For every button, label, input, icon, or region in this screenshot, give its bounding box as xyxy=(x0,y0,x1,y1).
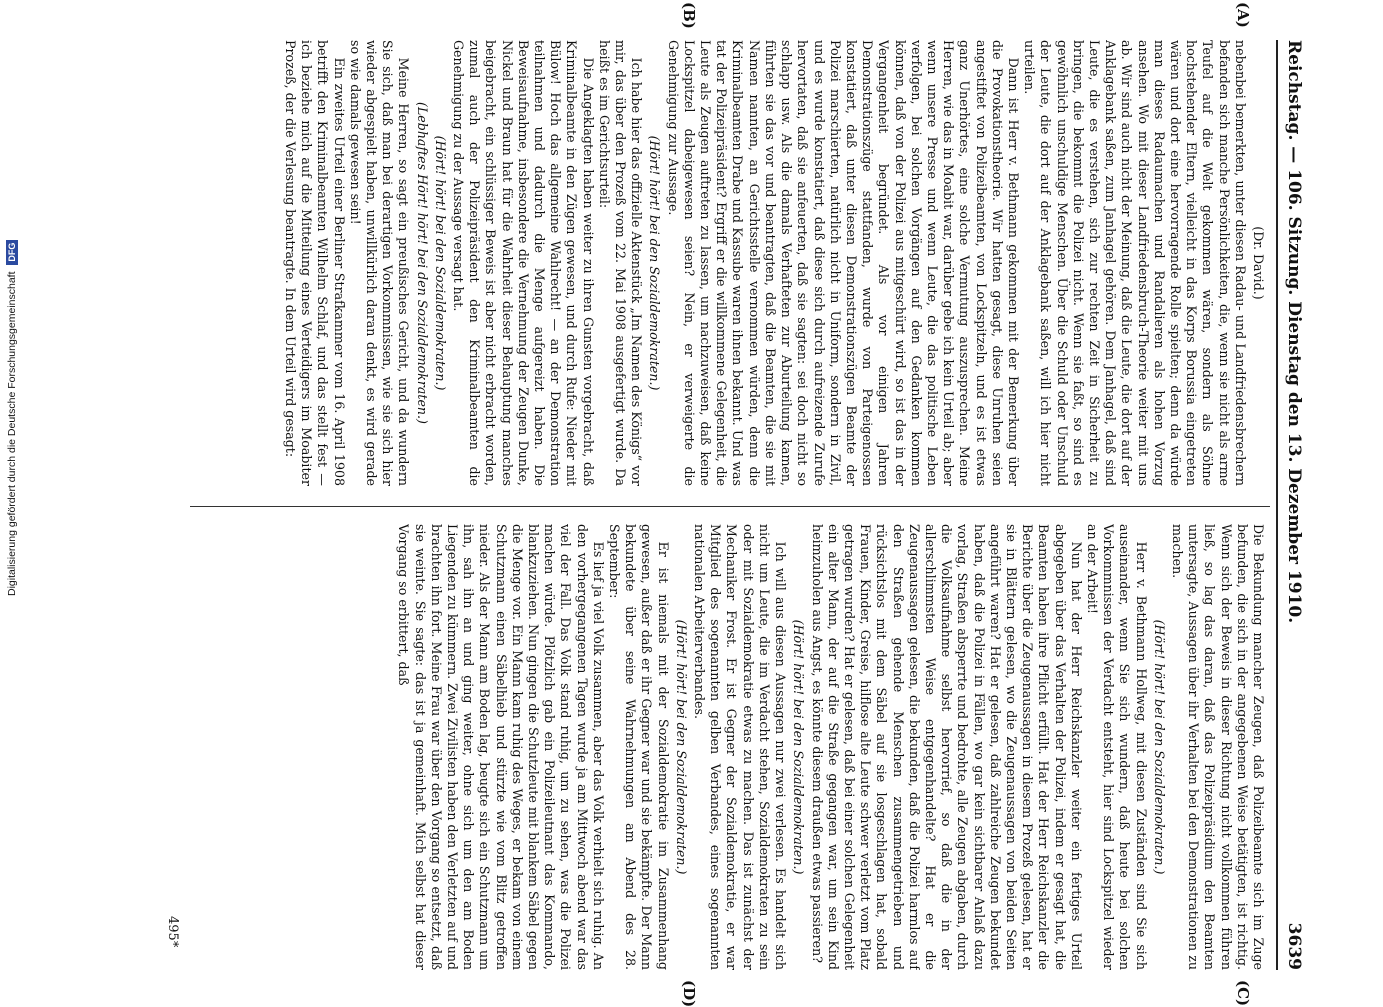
quotation: Die Bekundung mancher Zeugen, daß Polizeibeamte sich im Zuge befunden, die sich in der angegebenen Weise betätigten, ist richtig. Wenn sich der Beweis in dieser Richtung nicht vollkommen führen ließ, so lag das daran, daß das Polizeipräsidium den Beamten untersagte, Aussagen über ihr Verhalten bei den Demonstrationen zu machen. xyxy=(1169,524,1266,970)
paragraph: Ich habe hier das offizielle Aktenstück „Im Namen des Königs“ vor mir, das über den Prozeß vom 22. Mai 1908 ausgefertigt wurde. Da heißt es im Gerichtsurteil: xyxy=(596,40,645,486)
running-head: Reichstag. — 106. Sitzung. Dienstag den 13. Dezember 1910. xyxy=(1284,40,1304,624)
digitization-credit xyxy=(6,194,22,596)
paragraph: Meine Herren, so sagt ein preußisches Gericht, und da wundern Sie sich, daß man bei derartigen Vorkommnissen, wie sie sich hier wieder abgespielt haben, unwillkürlich daran denkt, es wird gerade so wie damals gewesen sein! xyxy=(347,40,412,486)
paragraph: Nun hat der Herr Reichskanzler weiter ein fertiges Urteil abgegeben über das Verhalten der Polizei, indem er gesagt hat, die Beamten haben ihre Pflicht erfüllt. Hat der Herr Reichskanzler die Berichte über die Zeugenaussagen in diesem Prozeß gelesen, hat er sie in Blättern gelesen, wo die Zeugenaussagen von beiden Seiten angeführt waren? Hat er gelesen, daß zahlreiche Zeugen bekundet haben, daß die Polizei in Fällen, wo gar kein sichtbarer Anlaß dazu vorlag, Straßen absperrte und bedrohte, alle Zeugen abgaben, durch die Volksaufnahme selbst hervorrief, so daß die in der allerschlimmsten Weise entgegenhandelte? Hat er die Zeugenaussagen gelesen, die bekunden, daß die Polizei harmlos auf den Straßen gehende Menschen zusammengetrieben und rücksichtslos mit dem Säbel auf sie losgeschlagen hat, sobald Frauen, Kinder, Greise, hilflose alte Leute schwer verletzt vom Platz getragen wurden? Hat er gelesen, daß bei einer solchen Gelegenheit ein alter Mann, der auf die Straße gegangen war, um sein Kind heimzuholen aus Angst, es könnte diesem draußen etwas passieren? xyxy=(809,524,1084,970)
quotation: Die Angeklagten haben weiter zu ihren Gunsten vorgebracht, daß Kriminalbeamte in den Zügen gewesen, und durch Rufe: Nieder mit Bülow! Hoch das allgemeine Wahlrecht! — an der Demonstration teilnahmen und dadurch die Menge aufgereizt haben. Die Beweisaufnahme, insbesondere die Vernehmung der Zeugen Dunke, Nickel und Braun hat für die Wahrheit dieser Behauptung manches beigebracht, ein schlüssiger Beweis ist aber nicht erbracht worden, zumal auch der Polizeipräsident den Kriminalbeamten die Genehmigung zu der Aussage versagt hat. xyxy=(451,40,596,486)
scanned-page xyxy=(70,2,1310,1007)
column-divider xyxy=(190,506,1270,507)
margin-marker-a: (A) xyxy=(1234,2,1252,28)
page-header xyxy=(1276,40,1310,970)
header-rule xyxy=(1276,40,1278,970)
paragraph: Herr v. Bethmann Hollweg, mit diesen Zuständen sind Sie sich auseinander, wenn Sie sich wundern, daß heute bei solchen Vorkommnissen der Verdacht entsteht, hier sind Lockspitzel wieder an der Arbeit! xyxy=(1084,524,1149,970)
paragraph: Ein zweites Urteil einer Berliner Strafkammer vom 16. April 1908 betrifft den Kriminalbeamten Wilhelm Schlaf, und das stellt fest — ich beziehe mich auf die Mitteilung eines Verteidigers im Moabiter Prozeß, der die Verlesung beantragte. In dem Urteil wird gesagt: xyxy=(283,40,347,486)
paragraph: nebenbei bemerkten, unter diesen Radau- und Landfriedensbrechern befanden sich manche Persönlichkeiten, die, wenn sie nicht als arme Teufel auf die Welt gekommen wären, sondern als Söhne hochstehender Eltern, vielleicht in das Korps Borussia eingetreten wären und dort eine hervorragende Rolle spielten; denn da würde man dieses Radaumachen und Randalieren als hohen Vorzug ansehen. Wo mit dieser Landfriedensbruch-Theorie weiter mit uns ab. Wir sind auch nicht der Meinung, daß die Leute, die dort auf der Anklagebank saßen, zum Janhagel gehören. Dem Janhagel, daß sind Leute, die es verstehen, sich zur rechten Zeit in Sicherheit zu bringen, die bekommt die Polizei nicht. Wenn sie faßt, so sind es gewöhnlich unschuldige Menschen. Über die Schuld oder Unschuld der Leute, die dort auf der Anklagebank saßen, will ich hier nicht urteilen. xyxy=(1022,40,1248,486)
page-number: 3639 xyxy=(1284,922,1304,970)
speaker-label: (Dr. David.) xyxy=(1251,226,1266,300)
margin-marker-c: (C) xyxy=(1234,980,1252,1007)
dfg-logo: DFG xyxy=(6,240,18,265)
credit-text: Digitalisierung gefördert durch die Deutsche Forschungsgemeinschaft xyxy=(6,271,18,596)
quotation: Es lief ja viel Volk zusammen, aber das Volk verhielt sich ruhig. An den vorhergegangenen Tagen wurde ja am Mittwoch abend war das viel der Fall. Das Volk stand ruhig, um zu sehen, was die Polizei machen würde. Plötzlich gab ein Polizeileutnant das Kommando, blankzuziehen. Nun gingen die Schutzleute mit blankem Säbel gegen die Menge vor. Ein Mann kam ruhig des Weges, er bekam von einem Schutzmann einen Säbelhieb und stürzte wie vom Blitz getroffen nieder. Als der Mann am Boden lag, beugte sich ein Schutzmann um ihn, sah ihn an und ging weiter, ohne sich um den am Boden Liegenden zu kümmern. Zwei Zivilisten haben den Verletzten auf und brachten ihn fort. Meine Frau war über den Vorgang so entsetzt, daß sie weinte. Sie sagte: das ist ja gemeinhaft. Mich selbst hat dieser Vorgang so erbittert, daß xyxy=(396,524,606,970)
interjection: (Hört! hört! bei den Sozialdemokraten.) xyxy=(647,135,663,391)
right-column xyxy=(191,524,1266,970)
interjection: (Lebhaftes Hört! hört! bei den Sozialdemokraten.) xyxy=(414,102,430,424)
margin-marker-d: (D) xyxy=(680,980,698,1007)
interjection: (Hört! hört! bei den Sozialdemokraten.) xyxy=(1151,619,1167,875)
interjection: (Hört! hört! bei den Sozialdemokraten.) xyxy=(673,619,689,875)
paragraph: Ich will aus diesen Aussagen nur zwei verlesen. Es handelt sich nicht um Leute, die im Verdacht stehen, Sozialdemokraten zu sein oder mit Sozialdemokratie etwas zu machen. Das ist zunächst der Mechaniker Frost. Er ist Gegner der Sozialdemokratie, er war Mitglied des sogenannten gelben Verbandes, eines sogenannten nationalen Arbeiterverbandes. xyxy=(692,524,789,970)
margin-marker-b: (B) xyxy=(680,2,698,29)
paragraph: Dann ist Herr v. Bethmann gekommen mit der Bemerkung über die Provokationstheorie. Wir hatten gesagt, diese Unruhen seien angestiftet von Polizeibeamten, von Lockspitzeln, und es ist etwas ganz Unerhörtes, eine solche Vermutung auszusprechen. Meine Herren, wie das in Moabit war, darüber gebe ich kein Urteil ab; aber wenn unsere Presse und wenn Leute, die das politische Leben verfolgen, bei solchen Vorgängen auf den Gedanken kommen können, daß von der Polizei aus mitgeschürt wird, so ist das in der Vergangenheit begründet. Als vor einigen Jahren Demonstrationszüge stattfanden, wurde von Parteigenossen konstatiert, daß unter diesen Demonstrationszügen Beamte der Polizei marschierten, natürlich nicht in Uniform, sondern in Zivil, und es wurde konstatiert, daß diese sich durch aufreizende Zurufe hervortaten, daß sie anfeuerten, daß sie sagten: sei doch nicht so schlapp usw. Als die damals Verhafteten zur Aburteilung kamen, führten sie das vor und beantragten, daß die Beamten, die sie mit Namen nannten, an Gerichtsstelle vernommen würden, denn die Kriminalbeamten Drabe und Kassube waren ihnen bekannt. Und was tat der Polizeipräsident? Ergriff er die willkommene Gelegenheit, die Leute als Zeugen auftreten zu lassen, um nachzuweisen, daß keine Lockspitzel dabeigewesen seien? Nein, er verweigerte die Genehmigung zur Aussage. xyxy=(665,40,1021,486)
interjection: (Hört! hört! bei den Sozialdemokraten.) xyxy=(432,135,448,391)
left-column xyxy=(191,40,1266,486)
paragraph: Er ist niemals mit der Sozialdemokratie im Zusammenhang gewesen, außer daß er ihr Gegner war und sie bekämpfte. Der Mann bekundete über seine Wahrnehmungen am Abend des 28. September: xyxy=(607,524,671,970)
sheet-signature: 495* xyxy=(165,916,180,948)
interjection: (Hört! hört! bei den Sozialdemokraten.) xyxy=(791,619,807,875)
